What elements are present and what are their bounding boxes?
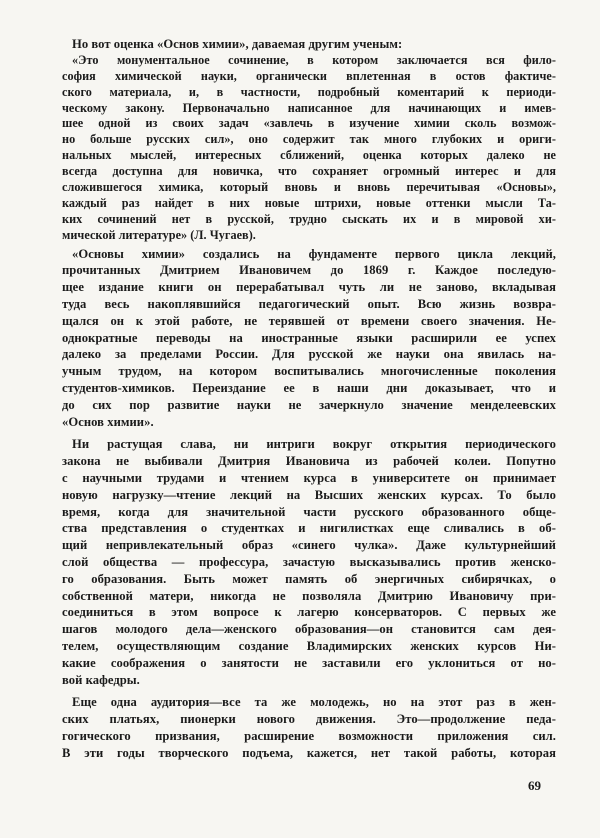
text-line: слой общества — профессура, зачастую высказывались против женско-: [62, 555, 556, 570]
text-line: каждый раз найдет в них новые штрихи, новые оттенки мысли Та-: [62, 195, 556, 210]
text-line: «Это монументальное сочинение, в котором заключается вся фило-: [72, 52, 556, 67]
text-line: Но вот оценка «Основ химии», даваемая другим ученым:: [72, 37, 403, 51]
paragraph-osnovy: [62, 246, 556, 431]
text-line: время, когда для значительной части русского образованного обще-: [62, 504, 556, 519]
text-line: учным трудом, на котором воспитывались многочисленные поколения: [62, 364, 556, 379]
page-body: [62, 36, 556, 762]
text-line: новую нагрузку—чтение лекций на Высших женских курсах. То было: [62, 487, 556, 502]
text-line: ких сочинений нет в русской, трудно сыскать их и в мировой хи-: [62, 211, 556, 226]
text-line: гогического призвания, расширение возможности приложения сил.: [62, 728, 556, 743]
text-line: студентов-химиков. Переиздание ее в наши дни доказывает, что и: [62, 381, 556, 396]
text-line: В эти годы творческого подъема, кажется, нет такой работы, которая: [62, 745, 556, 760]
text-line: шагов молодого дела—женского образования—он становится сам дея-: [62, 622, 556, 637]
text-line: «Основы химии» создались на фундаменте первого цикла лекций,: [72, 246, 556, 261]
text-line: туда весь накоплявшийся педагогический опыт. Всю жизнь возвра-: [62, 297, 556, 312]
text-line: но больше русских сил», оно содержит так много глубоких и ориги-: [62, 132, 556, 147]
text-line: щий непривлекательный образ «синего чулка». Даже культурнейший: [62, 538, 556, 553]
page-number: 69: [528, 778, 541, 793]
text-line: щался он к этой работе, не терявшей от времени своего значения. Не-: [62, 313, 556, 328]
paragraph-quote: [62, 53, 556, 244]
text-line: Ни растущая слава, ни интриги вокруг открытия периодического: [72, 437, 556, 452]
text-line: соединиться в этом вопросе к лагерю консерваторов. С первых же: [62, 605, 556, 620]
text-line: щее издание книги он перерабатывал чуть ли не заново, вкладывая: [62, 280, 556, 295]
text-line: нальных мыслей, интересных сближений, оценка которых далеко не: [62, 148, 556, 163]
text-line: ства представления о студентках и нигилистках еще сливались в об-: [62, 521, 556, 536]
text-line: го образования. Быть может память об энергичных сибирячках, о: [62, 571, 556, 586]
paragraph-intro: [62, 36, 556, 53]
text-line: ческому закону. Первоначально написанное для начинающих и имев-: [62, 100, 556, 115]
text-line: «Основ химии».: [62, 414, 154, 429]
text-line: вой кафедры.: [62, 672, 140, 687]
text-line: прочитанных Дмитрием Ивановичем до 1869 г. Каждое последую-: [62, 263, 556, 278]
text-line: ского материала, и, в частности, подробный коментарий к периоди-: [62, 84, 556, 99]
text-line: мической литературе» (Л. Чугаев).: [62, 227, 256, 242]
text-line: закона не выбивали Дмитрия Ивановича из рабочей колеи. Попутно: [62, 454, 556, 469]
text-line: однократные переводы на иностранные языки расширили ее успех: [62, 330, 556, 345]
text-line: софия химической науки, органически вплетенная в остов фактиче-: [62, 68, 556, 83]
text-line: всегда доступна для новичка, что сохраняет огромный интерес и для: [62, 164, 556, 179]
text-line: Еще одна аудитория—все та же молодежь, но на этот раз в жен-: [72, 695, 556, 710]
text-line: ских платьях, пионерки нового движения. Это—продолжение педа-: [62, 712, 556, 727]
paragraph-audience: [62, 694, 556, 761]
text-line: с научными трудами и чтением курса в университете он принимает: [62, 471, 556, 486]
text-line: телем, осуществляющим создание Владимирских женских курсов Ни-: [62, 639, 556, 653]
text-line: шее одной из своих задач «завлечь в изучение химии сколь возмож-: [62, 116, 556, 131]
text-line: собственной матери, никогда не позволяла Дмитрию Ивановичу при-: [62, 588, 556, 603]
text-line: какие соображения о занятости не заставили его уклониться от но-: [62, 655, 556, 670]
text-line: до сих пор развитие науки не зачеркнуло значение менделеевских: [62, 397, 556, 412]
text-line: сложившегося химика, который вновь и вновь перечитывая «Основы»,: [62, 180, 556, 195]
paragraph-fame: [62, 436, 556, 688]
text-line: далеко за пределами России. Для русской же науки она явилась на-: [62, 347, 556, 362]
